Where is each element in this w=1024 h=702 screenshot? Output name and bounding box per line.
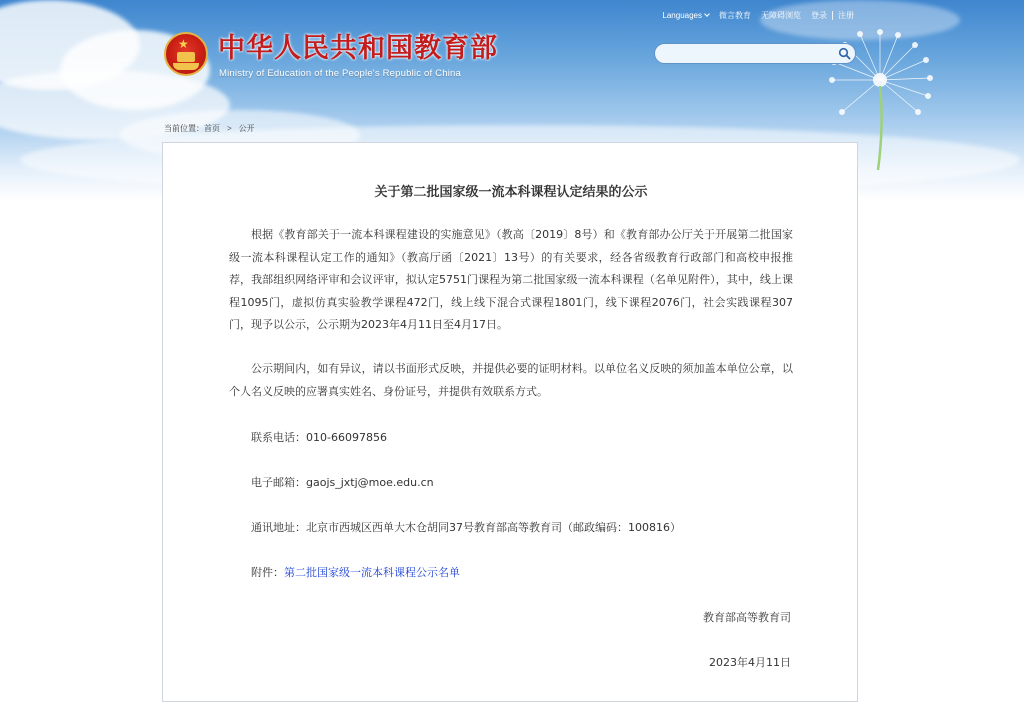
login-link[interactable]: 登录 — [811, 10, 827, 20]
contact-address — [251, 520, 681, 536]
breadcrumb-separator: > — [227, 124, 232, 133]
languages-link[interactable]: Languages — [657, 11, 714, 20]
breadcrumb — [164, 123, 255, 134]
address-label: 通讯地址： — [251, 521, 306, 534]
attachment-label: 附件： — [251, 566, 284, 579]
attachment — [251, 565, 460, 581]
national-emblem-icon: ★ — [164, 32, 208, 76]
site-subtitle: Ministry of Education of the People's Republic of China — [219, 68, 461, 79]
register-link[interactable]: 注册 — [838, 10, 854, 20]
article-panel — [162, 142, 858, 702]
address-value: 北京市西城区西单大木仓胡同37号教育部高等教育司（邮政编码：100816） — [306, 521, 681, 534]
email-value: gaojs_jxtj@moe.edu.cn — [306, 476, 434, 489]
chevron-down-icon — [704, 11, 710, 17]
attachment-link[interactable]: 第二批国家级一流本科课程公示名单 — [284, 566, 460, 579]
breadcrumb-public[interactable]: 公开 — [238, 124, 255, 133]
phone-label: 联系电话： — [251, 431, 306, 444]
article-paragraph-1: 根据《教育部关于一流本科课程建设的实施意见》（教高〔2019〕8号）和《教育部办公厅关于开展第二批国家级一流本科课程认定工作的通知》（教高厅函〔2021〕13号）的有关要求，经各省级教育行政部门和高校申报推荐，我部组织网络评审和会议评审，拟认定5751门课程为第二批国家级一流本科课程（名单见附件），其中，线上课程1095门，虚拟仿真实验教学课程472门，线上线下混合式课程1801门，线下课程2076门，社会实践课程307门，现予以公示，公示期为2023年4月11日至4月17日。 — [229, 228, 793, 332]
signature: 教育部高等教育司 — [703, 611, 791, 624]
publish-date: 2023年4月11日 — [709, 656, 791, 669]
search-box — [654, 43, 856, 64]
email-label: 电子邮箱： — [251, 476, 306, 489]
search-input[interactable] — [665, 46, 839, 63]
contact-email — [251, 475, 434, 491]
site-title: 中华人民共和国教育部 — [218, 33, 498, 64]
weiyan-education-link[interactable]: 微言教育 — [719, 10, 751, 20]
article-title: 关于第二批国家级一流本科课程认定结果的公示 — [374, 185, 648, 200]
accessibility-link[interactable]: 无障碍浏览 — [761, 10, 801, 20]
contact-phone — [251, 430, 387, 446]
phone-value: 010-66097856 — [306, 431, 387, 444]
breadcrumb-prefix: 当前位置： — [164, 124, 204, 133]
article-paragraph-2: 公示期间内，如有异议，请以书面形式反映，并提供必要的证明材料。以单位名义反映的须加盖本单位公章，以个人名义反映的应署真实姓名、身份证号，并提供有效联系方式。 — [229, 362, 793, 398]
search-icon[interactable] — [838, 47, 851, 60]
breadcrumb-home[interactable]: 首页 — [204, 124, 220, 133]
top-nav — [657, 8, 859, 22]
